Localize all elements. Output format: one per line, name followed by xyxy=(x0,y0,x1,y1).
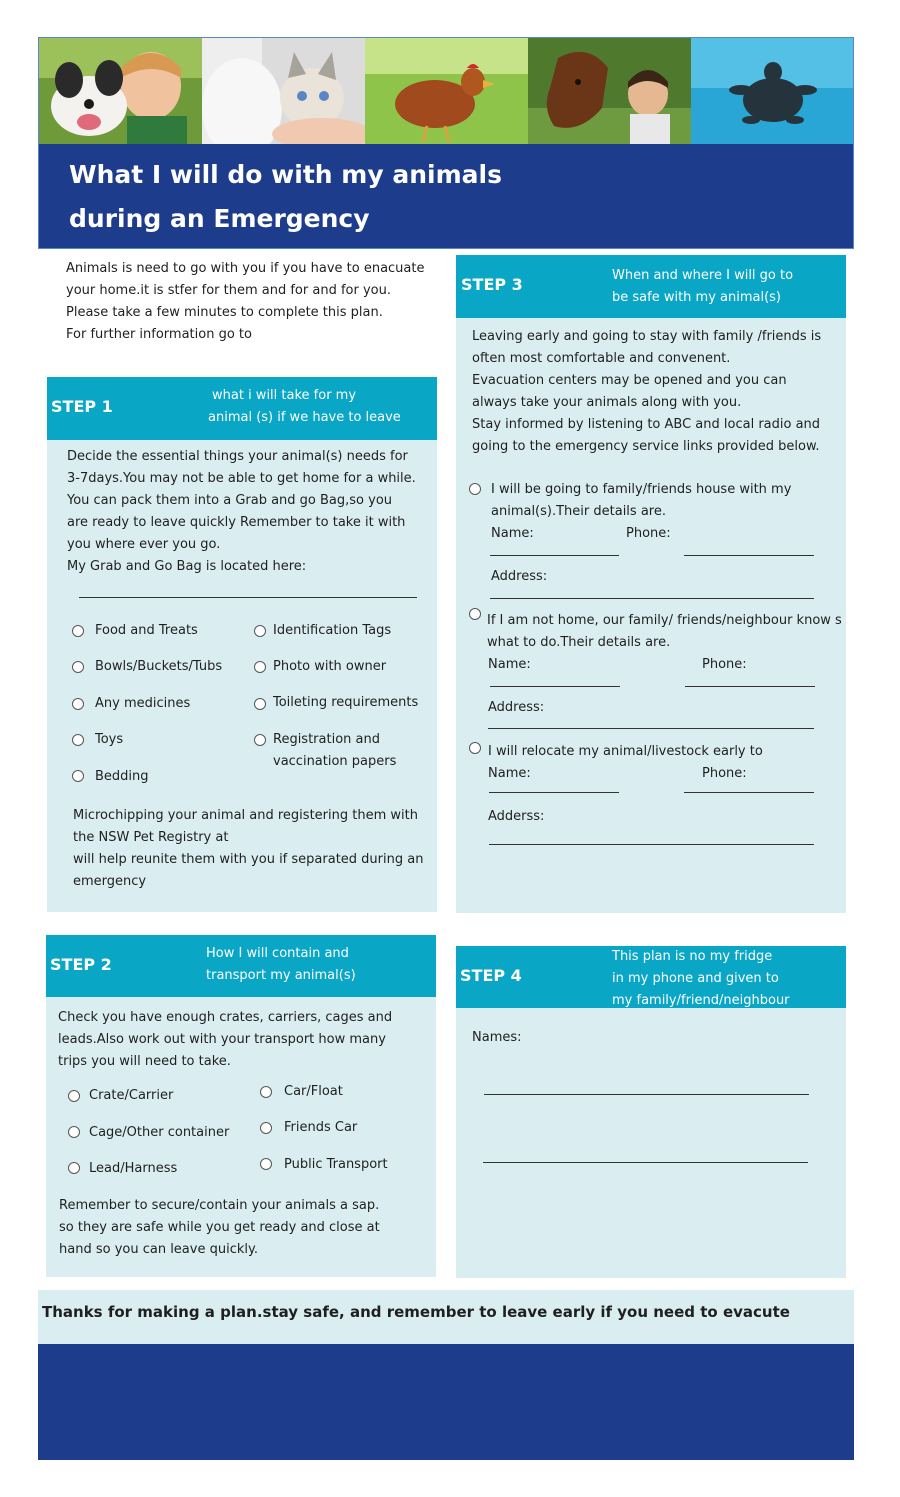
step2-body-line: leads.Also work out with your transport how many xyxy=(58,1032,386,1047)
step3-body-line: Evacuation centers may be opened and you can xyxy=(472,373,787,388)
radio-photo-with-owner[interactable] xyxy=(254,661,266,673)
step4-header xyxy=(456,946,846,1008)
phone-label: Phone: xyxy=(626,526,671,541)
step3-header xyxy=(456,255,846,318)
phone-field[interactable] xyxy=(685,686,815,687)
step1-subtitle-2: animal (s) if we have to leave xyxy=(208,410,401,425)
step4-subtitle-2: in my phone and given to xyxy=(612,971,779,986)
horse-photo xyxy=(528,38,691,144)
option-label: Bowls/Buckets/Tubs xyxy=(95,659,223,674)
footer-message: Thanks for making a plan.stay safe, and remember to leave early if you need to evacute xyxy=(42,1303,790,1321)
turtle-photo xyxy=(691,38,854,144)
phone-field[interactable] xyxy=(684,555,814,556)
option-label: Food and Treats xyxy=(95,623,198,638)
step1-note-line: will help reunite them with you if separated during an xyxy=(73,852,424,867)
step2-subtitle-2: transport my animal(s) xyxy=(206,968,356,983)
step3-subtitle-1: When and where I will go to xyxy=(612,268,794,283)
step3-body-line: always take your animals along with you. xyxy=(472,395,742,410)
option-label: Registration and xyxy=(273,732,380,747)
radio-bowls[interactable] xyxy=(72,661,84,673)
name-field[interactable] xyxy=(490,555,619,556)
step1-label: STEP 1 xyxy=(51,397,113,416)
radio-food-and-treats[interactable] xyxy=(72,625,84,637)
step1-body-line: you where ever you go. xyxy=(67,537,221,552)
phone-label: Phone: xyxy=(702,657,747,672)
page-title-line-1: What I will do with my animals xyxy=(69,160,502,189)
step2-body-line: Check you have enough crates, carriers, cages and xyxy=(58,1010,393,1025)
title-bar xyxy=(39,144,854,249)
radio-cage-other[interactable] xyxy=(68,1126,80,1138)
radio-lead-harness[interactable] xyxy=(68,1162,80,1174)
name-label: Name: xyxy=(488,657,531,672)
step2-subtitle-1: How I will contain and xyxy=(206,946,349,961)
radio-relocate-early[interactable] xyxy=(469,742,481,754)
step3-body-line: going to the emergency service links provided below. xyxy=(472,439,820,454)
step2-note-line: hand so you can leave quickly. xyxy=(59,1242,258,1257)
name-label: Name: xyxy=(491,526,534,541)
names-field[interactable] xyxy=(483,1162,808,1163)
intro-line: For further information go to xyxy=(66,327,252,342)
step4-subtitle-1: This plan is no my fridge xyxy=(612,949,773,964)
option-label: Crate/Carrier xyxy=(89,1088,174,1103)
option-label: I will be going to family/friends house with my xyxy=(491,482,792,497)
step2-note-line: Remember to secure/contain your animals a sap. xyxy=(59,1198,380,1213)
option-label: Lead/Harness xyxy=(89,1161,178,1176)
intro-line: Please take a few minutes to complete this plan. xyxy=(66,305,383,320)
option-label: vaccination papers xyxy=(273,754,397,769)
step3-subtitle-2: be safe with my animal(s) xyxy=(612,290,782,305)
address-label: Address: xyxy=(491,569,548,584)
option-label: If I am not home, our family/ friends/neighbour know s xyxy=(487,613,842,628)
step2-note-line: so they are safe while you get ready and close at xyxy=(59,1220,380,1235)
step3-body-line: Leaving early and going to stay with family /friends is xyxy=(472,329,822,344)
boy-with-dog-photo xyxy=(39,38,202,144)
radio-not-home[interactable] xyxy=(469,608,481,620)
radio-any-medicines[interactable] xyxy=(72,698,84,710)
step2-label: STEP 2 xyxy=(50,955,112,974)
name-field[interactable] xyxy=(490,686,620,687)
step1-subtitle-1: what i will take for my xyxy=(212,388,357,403)
step3-body-line: Stay informed by listening to ABC and local radio and xyxy=(472,417,821,432)
photo-strip xyxy=(39,38,854,144)
grab-bag-location-field[interactable] xyxy=(79,597,417,598)
option-label: animal(s).Their details are. xyxy=(491,504,666,519)
page-title-line-2: during an Emergency xyxy=(69,204,370,233)
name-label: Name: xyxy=(488,766,531,781)
radio-friends-car[interactable] xyxy=(260,1122,272,1134)
step1-body-line: Decide the essential things your animal(s) needs for xyxy=(67,449,408,464)
step1-body-line: You can pack them into a Grab and go Bag,so you xyxy=(67,493,393,508)
radio-registration[interactable] xyxy=(254,734,266,746)
option-label: Toys xyxy=(95,732,124,747)
header-banner xyxy=(38,37,854,249)
bottom-bar xyxy=(38,1344,854,1460)
step1-note-line: Microchipping your animal and registering them with xyxy=(73,808,418,823)
names-label: Names: xyxy=(472,1030,522,1045)
radio-public-transport[interactable] xyxy=(260,1158,272,1170)
radio-bedding[interactable] xyxy=(72,770,84,782)
step2-body-line: trips you will need to take. xyxy=(58,1054,231,1069)
option-label: Identification Tags xyxy=(273,623,392,638)
option-label: I will relocate my animal/livestock early to xyxy=(488,744,763,759)
step4-label: STEP 4 xyxy=(460,966,522,985)
intro-text xyxy=(66,258,426,346)
chicken-photo xyxy=(365,38,528,144)
option-label: Public Transport xyxy=(284,1157,388,1172)
radio-identification-tags[interactable] xyxy=(254,625,266,637)
option-label: Toileting requirements xyxy=(273,695,419,710)
address-label: Address: xyxy=(488,700,545,715)
option-label: Photo with owner xyxy=(273,659,387,674)
cat-photo xyxy=(202,38,365,144)
step1-note-line: emergency xyxy=(73,874,147,889)
option-label: Bedding xyxy=(95,769,149,784)
address-field[interactable] xyxy=(488,728,814,729)
radio-toys[interactable] xyxy=(72,734,84,746)
option-label: Any medicines xyxy=(95,696,191,711)
address-field[interactable] xyxy=(490,598,814,599)
step3-body-line: often most comfortable and convenent. xyxy=(472,351,731,366)
phone-field[interactable] xyxy=(684,792,814,793)
step4-subtitle-3: my family/friend/neighbour xyxy=(612,993,790,1008)
step2-header xyxy=(46,935,436,997)
option-label: what to do.Their details are. xyxy=(487,635,671,650)
option-label: Friends Car xyxy=(284,1120,358,1135)
step1-note-line: the NSW Pet Registry at xyxy=(73,830,229,845)
intro-line: Animals is need to go with you if you have to enacuate xyxy=(66,261,425,276)
radio-car-float[interactable] xyxy=(260,1086,272,1098)
phone-label: Phone: xyxy=(702,766,747,781)
address-label: Adderss: xyxy=(488,809,545,824)
step1-body-line: My Grab and Go Bag is located here: xyxy=(67,559,307,574)
intro-line: your home.it is stfer for them and for and for you. xyxy=(66,283,391,298)
option-label: Car/Float xyxy=(284,1084,343,1099)
radio-toileting[interactable] xyxy=(254,698,266,710)
name-field[interactable] xyxy=(489,792,619,793)
radio-crate-carrier[interactable] xyxy=(68,1090,80,1102)
step3-label: STEP 3 xyxy=(461,275,523,294)
address-field[interactable] xyxy=(489,844,814,845)
option-label: Cage/Other container xyxy=(89,1125,230,1140)
step1-body-line: 3-7days.You may not be able to get home for a while. xyxy=(67,471,416,486)
names-field[interactable] xyxy=(484,1094,809,1095)
step1-body-line: are ready to leave quickly Remember to take it with xyxy=(67,515,406,530)
radio-family-friends-house[interactable] xyxy=(469,483,481,495)
step1-header xyxy=(47,377,437,440)
